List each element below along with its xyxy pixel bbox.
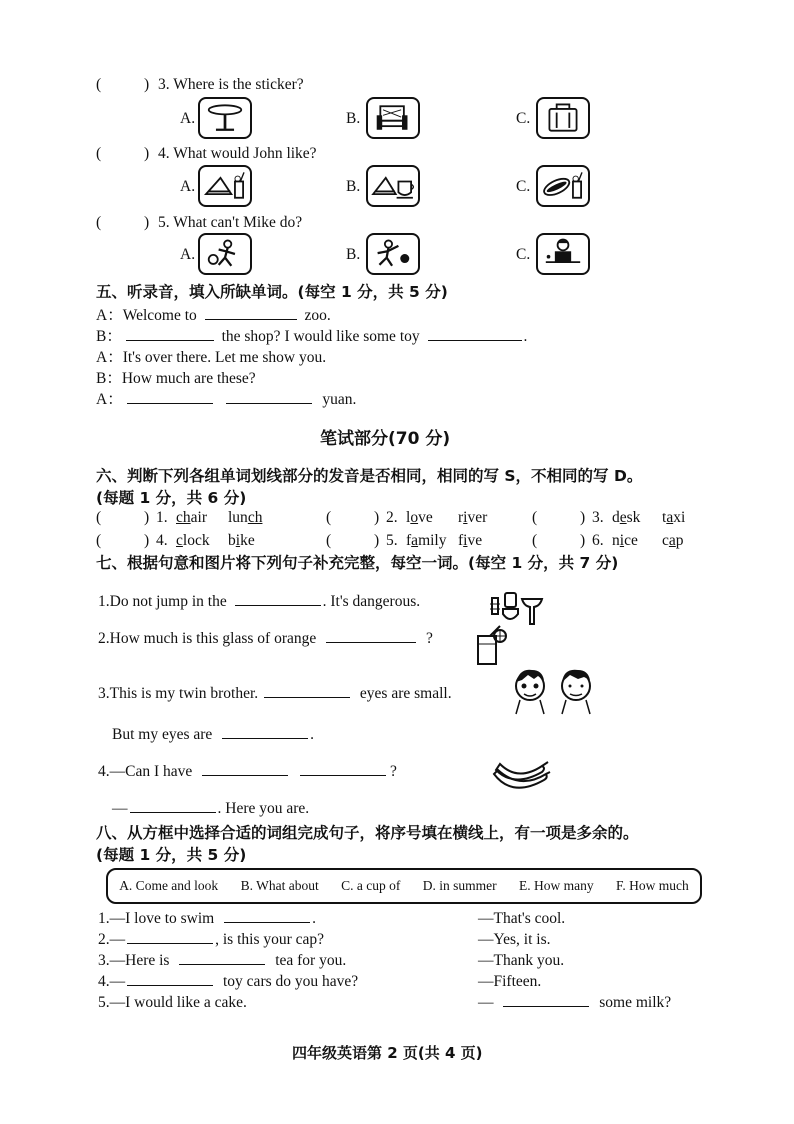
sentence-text: ? (390, 763, 397, 780)
answer-slot[interactable] (104, 532, 140, 550)
answer-slot[interactable] (334, 532, 370, 550)
sentence-1 (98, 593, 420, 611)
underlined-letters: a (411, 532, 419, 549)
answer-blank[interactable] (235, 604, 321, 606)
word-part: ve (418, 509, 433, 526)
answer-paren-close: ) (580, 532, 586, 549)
hotdog-juice-picture (536, 165, 590, 207)
word-part: f (406, 532, 412, 549)
underlined-letters: e (619, 509, 627, 526)
item-number: 1. (156, 509, 168, 526)
question-text: tea for you. (275, 952, 347, 969)
word-2 (228, 509, 262, 527)
ping-pong-picture (536, 233, 590, 275)
page-footer: 四年级英语第 2 页(共 4 页) (292, 1044, 483, 1062)
word-1 (176, 532, 210, 550)
sentence-4-reply (112, 800, 309, 818)
answer-paren-close: ) (144, 214, 150, 231)
question-3-text: 3. Where is the sticker? (158, 76, 304, 93)
word-1 (176, 509, 207, 527)
dialog-question-2 (98, 931, 324, 949)
question-4-text: 4. What would John like? (158, 145, 317, 162)
word-1 (406, 509, 433, 527)
answer-blank[interactable] (127, 402, 213, 404)
answer-paren-close: ) (144, 76, 150, 93)
answer-blank[interactable] (326, 641, 416, 643)
section-5-heading: 五、听录音，填入所缺单词。(每空 1 分，共 5 分) (96, 283, 448, 301)
sentence-text: But my eyes are (112, 726, 213, 743)
option-c-label: C. (516, 110, 531, 127)
sentence-4 (98, 763, 397, 781)
section-6-subheading: (每题 1 分，共 6 分) (96, 489, 247, 507)
section-8-heading: 八、从方框中选择合适的词组完成句子，将序号填在横线上，有一项是多余的。 (96, 824, 639, 842)
word-part: p (675, 532, 684, 549)
option-b-label: B. (346, 246, 361, 263)
answer-paren-open: ( (96, 145, 102, 162)
question-text: 4.— (98, 973, 126, 990)
option-a-label: A. (180, 110, 196, 127)
playing-football-picture (198, 233, 252, 275)
answer-paren-close: ) (374, 509, 380, 526)
answer-blank[interactable] (127, 942, 213, 944)
word-part: ke (240, 532, 255, 549)
answer-paren-close: ) (144, 532, 150, 549)
answer-paren-open: ( (532, 532, 538, 549)
word-1 (406, 532, 446, 550)
option-c-label: C. (516, 246, 531, 263)
answer-paren-open: ( (96, 532, 102, 549)
line-text: . (523, 328, 528, 345)
underlined-letters: a (668, 532, 676, 549)
section-6-heading: 六、判断下列各组单词划线部分的发音是否相同，相同的写 S，不相同的写 D。 (96, 467, 643, 485)
word-1 (612, 509, 640, 527)
line-text: zoo. (304, 307, 331, 324)
sentence-text: 1.Do not jump in the (98, 593, 227, 610)
dialog-question-1 (98, 910, 316, 928)
option-c-label: C. (516, 178, 531, 195)
answer-blank[interactable] (205, 318, 297, 320)
word-part: ver (467, 509, 488, 526)
answer-paren-close: ) (580, 509, 586, 526)
word-part: b (228, 532, 236, 549)
answer-blank[interactable] (179, 963, 265, 965)
sandwich-tea-picture (366, 165, 420, 207)
underlined-letters: i (463, 532, 468, 549)
underlined-letters: a (666, 509, 674, 526)
option-a-label: A. (180, 178, 196, 195)
word-part: mily (418, 532, 447, 549)
question-text: 3.—Here is (98, 952, 170, 969)
word-part: ce (624, 532, 638, 549)
word-part: n (612, 532, 620, 549)
twin-boys-icon (508, 666, 600, 716)
word-2 (458, 509, 487, 527)
word-part: sk (626, 509, 641, 526)
answer-blank[interactable] (428, 339, 522, 341)
armchair-picture (366, 97, 420, 139)
word-bank-box (106, 868, 702, 904)
underlined-letters: i (463, 509, 468, 526)
sentence-text: 2.How much is this glass of orange (98, 630, 317, 647)
answer-slot[interactable] (540, 532, 576, 550)
answer-paren-open: ( (532, 509, 538, 526)
dialog-reply-4: —Fifteen. (478, 973, 542, 990)
sentence-3 (98, 685, 452, 703)
answer-blank[interactable] (222, 737, 308, 739)
dialog-line-2 (96, 324, 527, 346)
word-part: t (662, 509, 667, 526)
underlined-letters: ch (247, 509, 263, 526)
answer-paren-open: ( (96, 214, 102, 231)
question-text: , is this your cap? (215, 931, 325, 948)
answer-paren-open: ( (326, 509, 332, 526)
sentence-text: — (112, 800, 128, 817)
word-option: C. a cup of (341, 878, 401, 893)
word-option: F. How much (616, 878, 689, 893)
answer-slot[interactable] (334, 509, 370, 527)
dialog-question-5: 5.—I would like a cake. (98, 994, 247, 1011)
answer-blank[interactable] (224, 921, 310, 923)
question-text: 1.—I love to swim (98, 910, 215, 927)
question-text: toy cars do you have? (223, 973, 359, 990)
written-part-title: 笔试部分(70 分) (320, 429, 451, 449)
toilet-sink-icon (488, 590, 544, 628)
answer-blank[interactable] (226, 402, 312, 404)
item-number: 5. (386, 532, 398, 549)
answer-slot[interactable] (540, 509, 576, 527)
answer-blank[interactable] (264, 696, 350, 698)
dialog-line-3: A：It's over there. Let me show you. (96, 349, 327, 366)
question-5-text: 5. What can't Mike do? (158, 214, 303, 231)
orange-juice-glass-icon (470, 624, 510, 666)
word-2 (662, 509, 685, 527)
line-text: A： (96, 391, 123, 408)
dialog-reply-3: —Thank you. (478, 952, 565, 969)
reply-text: some milk? (599, 994, 672, 1011)
sentence-text: eyes are small. (359, 685, 452, 702)
word-part: f (458, 532, 464, 549)
dialog-line-1 (96, 303, 331, 325)
question-text: 2.— (98, 931, 126, 948)
sentence-text: . (310, 726, 315, 743)
word-1 (612, 532, 638, 550)
word-2 (458, 532, 482, 550)
answer-blank[interactable] (300, 774, 386, 776)
item-number: 2. (386, 509, 398, 526)
word-part: ve (467, 532, 483, 549)
sentence-text: . Here you are. (217, 800, 310, 817)
dialog-line-4: B：How much are these? (96, 370, 256, 387)
table-picture (198, 97, 252, 139)
item-number: 6. (592, 532, 604, 549)
bananas-icon (490, 758, 552, 800)
option-b-label: B. (346, 178, 361, 195)
item-number: 3. (592, 509, 604, 526)
word-part: xi (673, 509, 686, 526)
answer-blank[interactable] (130, 811, 216, 813)
dialog-reply-1: —That's cool. (478, 910, 566, 927)
answer-blank[interactable] (503, 1005, 589, 1007)
sentence-text: 3.This is my twin brother. (98, 685, 259, 702)
answer-blank[interactable] (127, 984, 213, 986)
word-part: d (612, 509, 620, 526)
section-7-heading: 七、根据句意和图片将下列句子补充完整，每空一词。(每空 1 分，共 7 分) (96, 554, 619, 572)
word-option: A. Come and look (119, 878, 219, 893)
word-option: B. What about (240, 878, 319, 893)
sentence-2 (98, 630, 433, 648)
answer-paren-close: ) (374, 532, 380, 549)
word-2 (228, 532, 255, 550)
underlined-letters: c (176, 532, 183, 549)
word-part: c (662, 532, 669, 549)
word-part: air (190, 509, 207, 526)
dialog-question-4 (98, 973, 358, 991)
question-text: . (312, 910, 316, 927)
answer-paren-open: ( (96, 509, 102, 526)
answer-paren-open: ( (326, 532, 332, 549)
sandwich-juice-picture (198, 165, 252, 207)
word-2 (662, 532, 684, 550)
word-option: D. in summer (422, 878, 497, 893)
playing-basketball-picture (366, 233, 420, 275)
section-8-subheading: (每题 1 分，共 5 分) (96, 846, 247, 864)
sentence-3-continued (112, 726, 314, 744)
answer-paren-close: ) (144, 509, 150, 526)
sentence-text: . It's dangerous. (322, 593, 421, 610)
line-text: A：Welcome to (96, 307, 197, 324)
answer-slot[interactable] (104, 509, 140, 527)
underlined-letters: i (235, 532, 241, 549)
word-option: E. How many (518, 878, 594, 893)
word-part: lun (228, 509, 248, 526)
underlined-letters: o (410, 509, 419, 526)
sentence-text: 4.—Can I have (98, 763, 193, 780)
word-part: lock (182, 532, 210, 549)
item-number: 4. (156, 532, 168, 549)
line-text: yuan. (322, 391, 357, 408)
reply-text: — (478, 994, 494, 1011)
dialog-question-3 (98, 952, 346, 970)
line-text: the shop? I would like some toy (221, 328, 420, 345)
underlined-letters: i (619, 532, 625, 549)
sentence-text: ? (426, 630, 433, 647)
answer-paren-open: ( (96, 76, 102, 93)
line-text: B： (96, 328, 122, 345)
dialog-reply-2: —Yes, it is. (478, 931, 551, 948)
dialog-reply-5 (478, 994, 671, 1012)
answer-paren-close: ) (144, 145, 150, 162)
option-a-label: A. (180, 246, 196, 263)
dialog-line-5 (96, 387, 356, 409)
schoolbag-picture (536, 97, 590, 139)
word-part: l (406, 509, 411, 526)
underlined-letters: ch (176, 509, 191, 526)
word-part: r (458, 509, 464, 526)
answer-blank[interactable] (202, 774, 288, 776)
answer-blank[interactable] (126, 339, 214, 341)
option-b-label: B. (346, 110, 361, 127)
